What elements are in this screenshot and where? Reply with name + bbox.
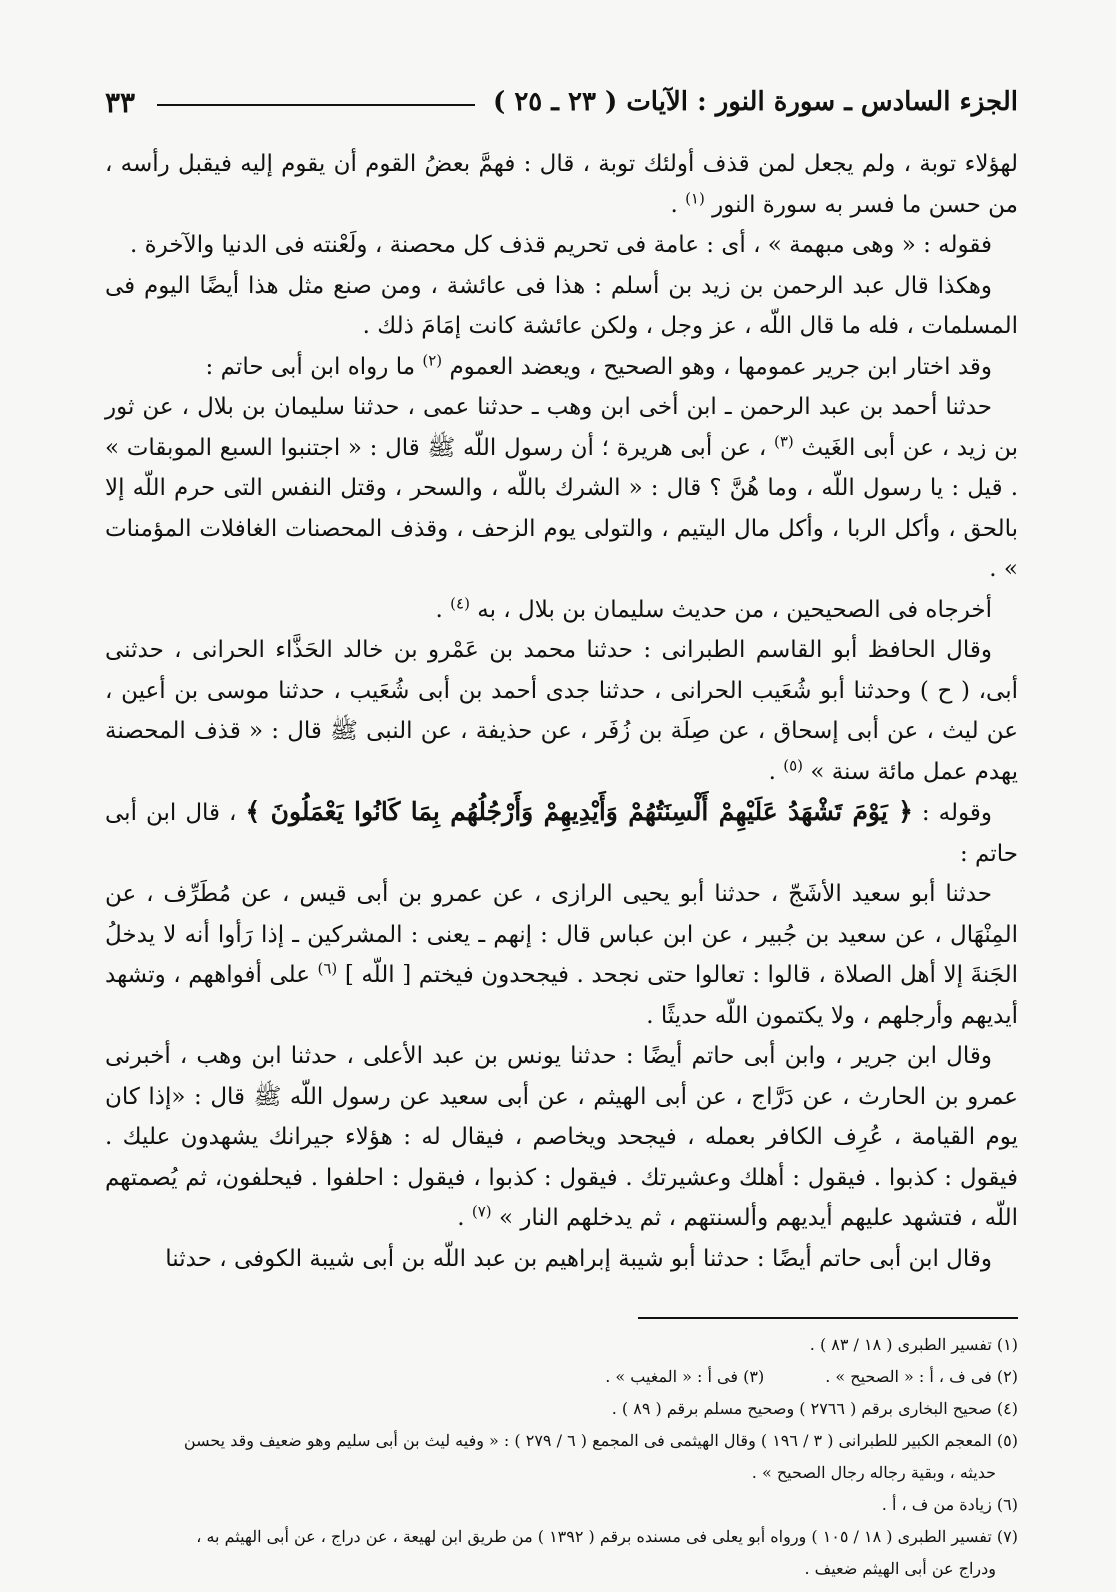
paragraph (105, 792, 1018, 874)
paragraph-tail: ما رواه ابن أبى حاتم : (205, 353, 423, 380)
footnote-reference: (٥) (783, 755, 803, 774)
page-number: ٣٣ (105, 85, 136, 119)
paragraph-text: وقال ابن جرير ، وابن أبى حاتم أيضًا : حدثنا يونس بن عبد الأعلى ، حدثنا ابن وهب ، أخبرنى عمرو بن الحارث ، عن دَرَّاج ، عن أبى الهيثم ، عن أبى سعيد عن رسول اللّه ﷺ قال : «إذا كان يوم القيامة ، عُرِف الكافر بعمله ، فيجحد ويخاصم ، فيقال له : هؤلاء جيرانك يشهدون عليك . فيقول : كذبوا . فيقول : أهلك وعشيرتك . فيقول : كذبوا ، فيقول : احلفوا . فيحلفون، ثم يُصمتهم اللّه ، فتشهد عليهم أيديهم وألسنتهم ، ثم يدخلهم النار » (105, 1043, 1018, 1231)
footnote-reference: (٦) (317, 959, 338, 978)
paragraph (105, 874, 1018, 1036)
paragraph-tail: . (457, 1205, 472, 1231)
paragraph (105, 630, 1018, 792)
footnote-reference: (٣) (773, 431, 794, 450)
paragraph-text: أخرجاه فى الصحيحين ، من حديث سليمان بن بلال ، به (477, 596, 992, 623)
paragraph-text: وقد اختار ابن جرير عمومها ، وهو الصحيح ، ويعضد العموم (449, 353, 992, 380)
header-rule (157, 104, 475, 106)
paragraph (105, 387, 1018, 590)
paragraph-text: حدثنا أحمد بن عبد الرحمن ـ ابن أخى ابن وهب ـ حدثنا عمى ، حدثنا سليمان بن بلال ، عن ثور بن زيد ، عن أبى الغَيث (105, 394, 1018, 461)
paragraph-tail: ، عن أبى هريرة ؛ أن رسول اللّه ﷺ قال : « اجتنبوا السبع الموبقات » . قيل : يا رسول اللّه ، وما هُنَّ ؟ قال : « الشرك باللّه ، والسحر ، وقتل النفس التى حرم اللّه إلا بالحق ، وأكل الربا ، وأكل مال اليتيم ، والتولى يوم الزحف ، وقذف المحصنات الغافلات المؤمنات » . (105, 434, 1018, 582)
paragraph (105, 1036, 1018, 1239)
paragraph-tail: . (670, 191, 686, 218)
paragraph (105, 1239, 1018, 1280)
footnote-reference: (٤) (450, 593, 470, 612)
footnote: (٤) صحيح البخارى برقم ( ٢٧٦٦ ) وصحيح مسلم برقم ( ٨٩ ) . (611, 1399, 1018, 1418)
paragraph (105, 347, 1018, 388)
footnote: (١) تفسير الطبرى ( ١٨ / ٨٣ ) . (809, 1335, 1018, 1354)
footnotes (105, 1329, 1018, 1585)
paragraph-text: وقوله : (912, 800, 992, 826)
paragraph (105, 266, 1018, 347)
footnote-reference: (١) (685, 188, 705, 207)
paragraph-text: وقال ابن أبى حاتم أيضًا : حدثنا أبو شيبة إبراهيم بن عبد اللّه بن أبى شيبة الكوفى ، حدثنا (165, 1245, 992, 1272)
paragraph (105, 590, 1018, 631)
paragraph-tail: . (435, 596, 451, 623)
footnote: حديثه ، وبقية رجاله رجال الصحيح » . (751, 1463, 996, 1482)
footnote-reference: (٢) (422, 350, 443, 369)
paragraph-text: وهكذا قال عبد الرحمن بن زيد بن أسلم : هذا فى عائشة ، ومن صنع مثل هذا أيضًا اليوم فى المسلمات ، فله ما قال اللّه ، عز وجل ، ولكن عائشة كانت إمَامَ ذلك . (105, 272, 1018, 339)
running-title: الجزء السادس ـ سورة النور : الآيات ( ٢٣ ـ ٢٥ ) (492, 87, 1018, 117)
footnote: (٧) تفسير الطبرى ( ١٨ / ١٠٥ ) ورواه أبو يعلى فى مسنده برقم ( ١٣٩٢ ) من طريق ابن لهيعة ، عن دراج ، عن أبى الهيثم به ، (196, 1527, 1018, 1546)
footnote-separator (638, 1317, 1018, 1319)
main-text (105, 144, 1018, 1279)
quran-verse: ﴿ يَوْمَ تَشْهَدُ عَلَيْهِمْ أَلْسِنَتُهُمْ وَأَيْدِيهِمْ وَأَرْجُلُهُم بِمَا كَانُوا يَعْمَلُونَ ﴾ (245, 797, 913, 826)
paragraph-text: فقوله : « وهى مبهمة » ، أى : عامة فى تحريم قذف كل محصنة ، ولَعْنته فى الدنيا والآخرة . (130, 232, 992, 258)
paragraph (105, 225, 1018, 266)
footnote: ودراج عن أبى الهيثم ضعيف . (804, 1559, 996, 1578)
page-header (105, 70, 1018, 134)
paragraph-text: لهؤلاء توبة ، ولم يجعل لمن قذف أولئك توبة ، قال : فهمَّ بعضُ القوم أن يقوم إليه فيقبل رأسه ، من حسن ما فسر به سورة النور (105, 151, 1018, 218)
paragraph-text: وقال الحافظ أبو القاسم الطبرانى : حدثنا محمد بن عَمْرو بن خالد الحَذَّاء الحرانى ، حدثنى أبى، ( ح ) وحدثنا أبو شُعَيب الحرانى ، حدثنا جدى أحمد بن أبى شُعَيب ، حدثنا موسى بن أعين ، عن ليث ، عن أبى إسحاق ، عن صِلَة بن زُفَر ، عن حذيفة ، عن النبى ﷺ قال : « قذف المحصنة يهدم عمل مائة سنة » (105, 637, 1018, 785)
footnote: (٦) زيادة من ف ، أ . (881, 1495, 1018, 1514)
paragraph-tail: ، قال ابن أبى حاتم : (105, 800, 1018, 867)
footnote: (٥) المعجم الكبير للطبرانى ( ٣ / ١٩٦ ) وقال الهيثمى فى المجمع ( ٦ / ٢٧٩ ) : « وفيه ليث بن أبى سليم وهو ضعيف وقد يحسن (183, 1431, 1018, 1450)
paragraph-tail: على أفواههم ، وتشهد أيديهم وأرجلهم ، ولا يكتمون اللّه حديثًا . (105, 962, 1018, 1029)
paragraph-text: حدثنا أبو سعيد الأشَجّ ، حدثنا أبو يحيى الرازى ، عن عمرو بن أبى قيس ، عن مُطَرِّف ، عن المِنْهَال ، عن سعيد بن جُبير ، عن ابن عباس قال : إنهم ـ يعنى : المشركين ـ إذا رَأوا أنه لا يدخلُ الجَنةَ إلا أهل الصلاة ، قالوا : تعالوا حتى نجحد . فيجحدون فيختم [ اللّه ] (105, 881, 1019, 988)
footnote-reference: (٧) (471, 1202, 492, 1221)
paragraph (105, 144, 1018, 225)
paragraph-tail: . (768, 758, 784, 785)
footnote: (٢) فى ف ، أ : « الصحيح » . (٣) فى أ : « المغيب » . (605, 1367, 1018, 1386)
